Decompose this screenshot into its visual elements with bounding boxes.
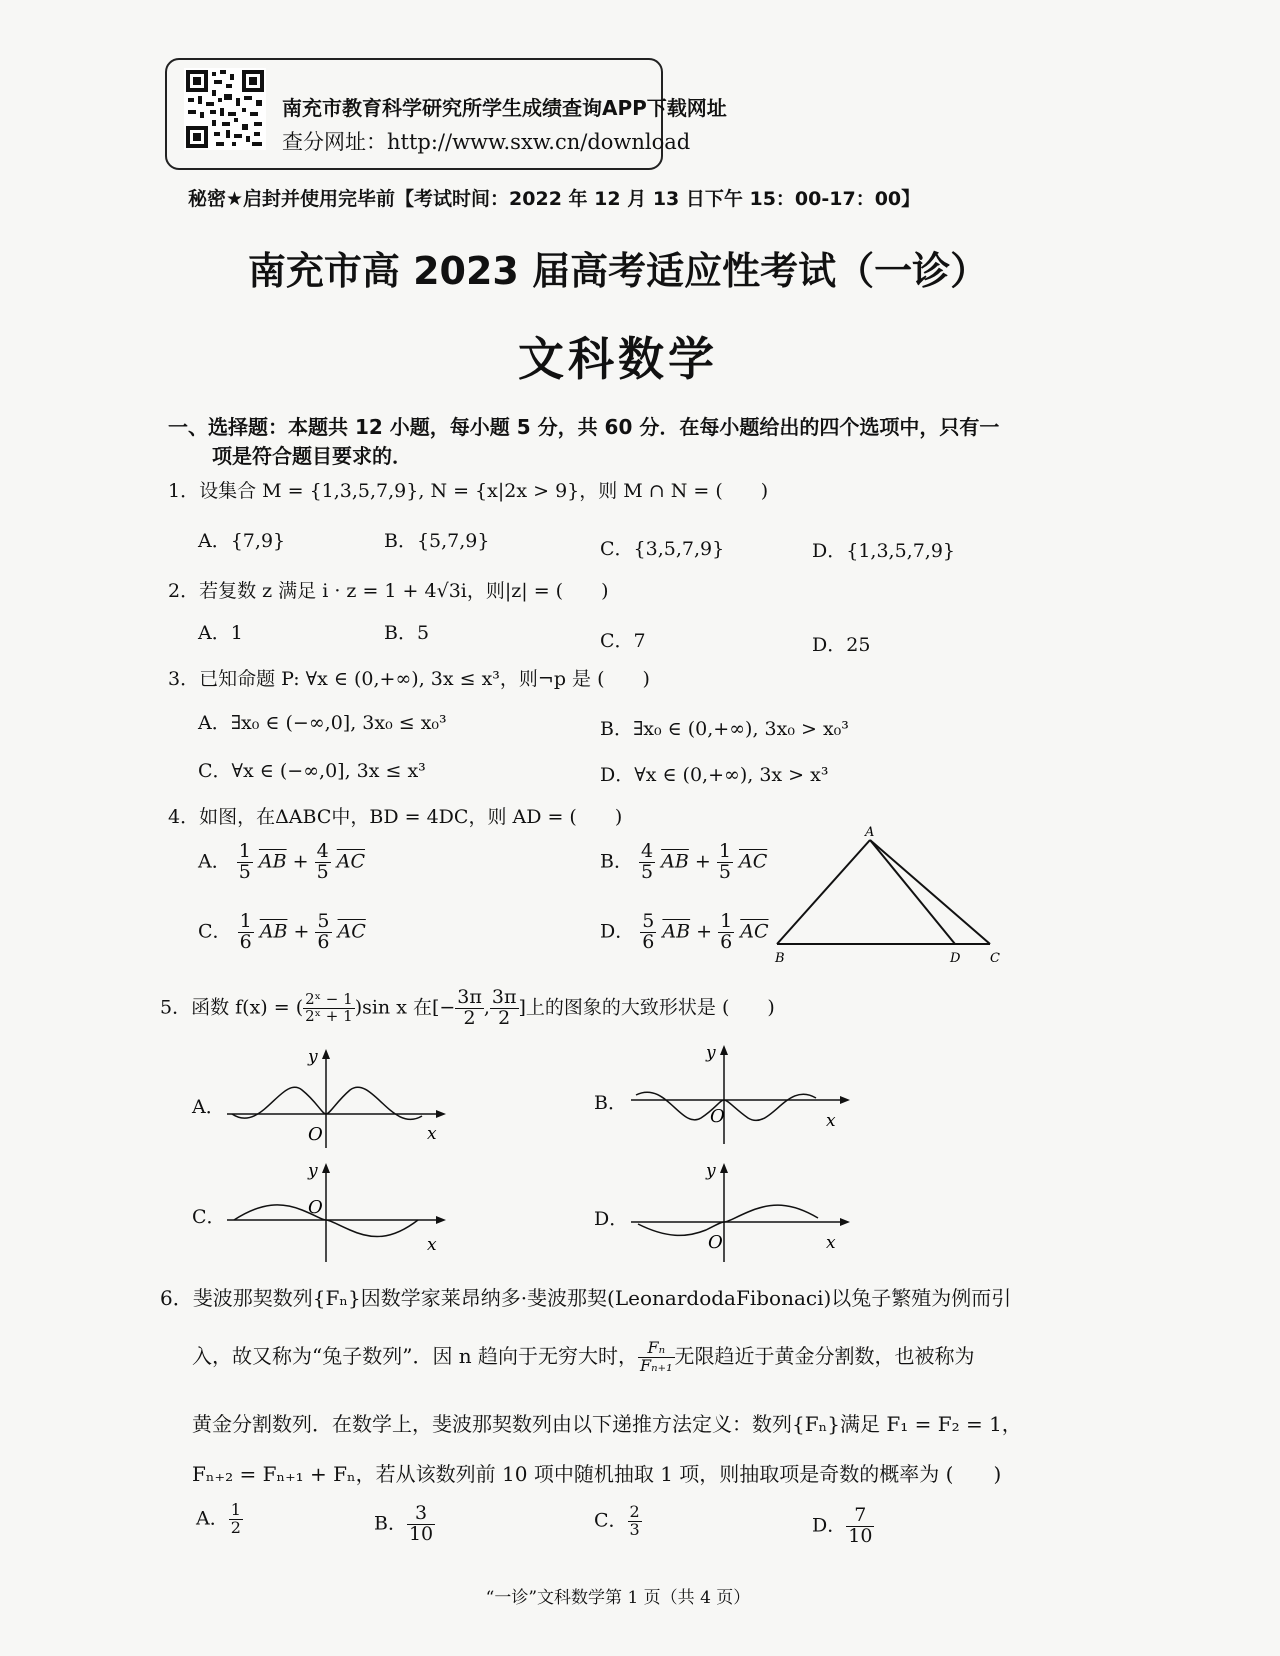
curve-d [638, 1205, 818, 1235]
question-1-option-b: B．{5,7,9} [384, 530, 490, 552]
question-5-graph-c [222, 1158, 452, 1268]
question-3-option-d: D．∀x ∈ (0,+∞), 3x > x³ [600, 764, 829, 786]
question-5-option-a: A． [192, 1096, 225, 1118]
svg-text:x: x [427, 1235, 437, 1255]
question-4-stem: 4．如图，在ΔABC中，BD = 4DC，则 AD = ( ) [168, 806, 623, 828]
segment-ab [777, 840, 870, 944]
curve-b [636, 1092, 816, 1120]
question-5-graph-b [626, 1040, 856, 1150]
question-1-option-c: C．{3,5,7,9} [600, 538, 725, 560]
qr-caption-url[interactable]: 查分网址：http://www.sxw.cn/download [282, 130, 691, 154]
qr-code-icon[interactable] [184, 68, 266, 150]
page-footer: “一诊”文科数学第 1 页（共 4 页） [485, 1588, 751, 1608]
svg-text:x: x [826, 1233, 836, 1253]
question-4-option-d: D． $\frac{5}{6}$ $\overline{AB}$ + $\frac{1}{6}$ $\overline{AC}$ [600, 910, 769, 953]
question-1-stem: 1．设集合 M = {1,3,5,7,9}, N = {x|2x > 9}，则 M ∩ N = ( ) [168, 480, 769, 502]
segment-ac [870, 840, 990, 944]
question-4-option-b: B． $\frac{4}{5}$ $\overline{AB}$ + $\frac{1}{5}$ $\overline{AC}$ [600, 840, 768, 883]
question-6-line-3: 黄金分割数列．在数学上，斐波那契数列由以下递推方法定义：数列{Fₙ}满足 F₁ = F₂ = 1， [192, 1412, 1022, 1436]
svg-text:O: O [308, 1197, 323, 1218]
qr-caption-app: 南充市教育科学研究所学生成绩查询APP下载网址 [282, 96, 727, 120]
svg-text:y: y [706, 1161, 716, 1181]
question-1-option-a: A．{7,9} [198, 530, 286, 552]
confidential-notice: 秘密★启封并使用完毕前【考试时间：2022 年 12 月 13 日下午 15：00-17：00】 [188, 188, 921, 210]
question-3-option-a: A．∃x₀ ∈ (−∞,0], 3x₀ ≤ x₀³ [198, 712, 447, 734]
segment-ad [870, 840, 955, 944]
question-5-stem: 5．函数 f(x) = ( $\frac{\text{2ˣ − 1}}{\text{2ˣ + 1}}$ )sin x 在[− $\frac{3\pi}{2}$ , $\frac{3\pi}{2}$ ]上的图象的大致形状是 ( ) [160, 986, 775, 1029]
svg-text:y: y [308, 1047, 318, 1067]
svg-text:x: x [427, 1124, 437, 1144]
vertex-b-label: B [775, 951, 785, 966]
question-2-option-c: C．7 [600, 630, 646, 652]
subject-title: 文科数学 [518, 332, 718, 386]
svg-text:O: O [710, 1106, 725, 1127]
question-6-line-4: Fₙ₊₂ = Fₙ₊₁ + Fₙ，若从该数列前 10 项中随机抽取 1 项，则抽取项是奇数的概率为 ( ) [192, 1462, 1002, 1486]
question-3-stem: 3．已知命题 P: ∀x ∈ (0,+∞), 3x ≤ x³，则¬p 是 ( ) [168, 668, 650, 690]
vertex-c-label: C [990, 951, 1000, 966]
vertex-a-label: A [865, 826, 875, 840]
svg-text:O: O [308, 1124, 323, 1145]
question-6-option-a: A． $\frac{1}{2}$ [196, 1500, 241, 1537]
question-6-option-c: C． $\frac{2}{3}$ [594, 1502, 640, 1539]
question-5-graph-a [222, 1044, 452, 1154]
question-2-option-d: D．25 [812, 634, 871, 656]
question-6-line-2: 入，故又称为“兔子数列”．因 n 趋向于无穷大时， $\frac{\text{Fₙ}}{\text{Fₙ₊₁}}$ 无限趋近于黄金分割数，也被称为 [192, 1338, 975, 1375]
question-5-option-d: D． [594, 1208, 629, 1230]
question-6-line-1: 6．斐波那契数列{Fₙ}因数学家莱昂纳多·斐波那契(LeonardodaFibonaci)以兔子繁殖为例而引 [160, 1286, 1012, 1310]
question-4-option-a: A． $\frac{1}{5}$ $\overline{AB}$ + $\frac{4}{5}$ $\overline{AC}$ [198, 840, 366, 883]
question-2-option-a: A．1 [198, 622, 243, 644]
svg-text:O: O [708, 1232, 723, 1253]
svg-text:y: y [308, 1161, 318, 1181]
question-1-option-d: D．{1,3,5,7,9} [812, 540, 956, 562]
vertex-d-label: D [950, 951, 961, 966]
svg-text:y: y [706, 1043, 716, 1063]
question-4-triangle-figure [765, 826, 1015, 966]
exam-title: 南充市高 2023 届高考适应性考试（一诊） [247, 249, 989, 293]
section-heading-line2: 项是符合题目要求的． [212, 444, 412, 468]
section-heading-line1: 一、选择题：本题共 12 小题，每小题 5 分，共 60 分．在每小题给出的四个选项中，只有一 [168, 415, 1000, 439]
question-4-option-c: C． $\frac{1}{6}$ $\overline{AB}$ + $\frac{5}{6}$ $\overline{AC}$ [198, 910, 366, 953]
svg-text:x: x [826, 1111, 836, 1131]
question-5-option-b: B． [594, 1092, 627, 1114]
question-3-option-b: B．∃x₀ ∈ (0,+∞), 3x₀ > x₀³ [600, 718, 849, 740]
question-6-option-d: D． $\frac{7}{10}$ [812, 1504, 873, 1547]
question-5-option-c: C． [192, 1206, 226, 1228]
question-3-option-c: C．∀x ∈ (−∞,0], 3x ≤ x³ [198, 760, 426, 782]
question-5-graph-d [626, 1158, 856, 1268]
question-2-stem: 2．若复数 z 满足 i · z = 1 + 4√3i，则|z| = ( ) [168, 580, 609, 602]
question-2-option-b: B．5 [384, 622, 430, 644]
question-6-option-b: B． $\frac{3}{10}$ [374, 1502, 434, 1545]
